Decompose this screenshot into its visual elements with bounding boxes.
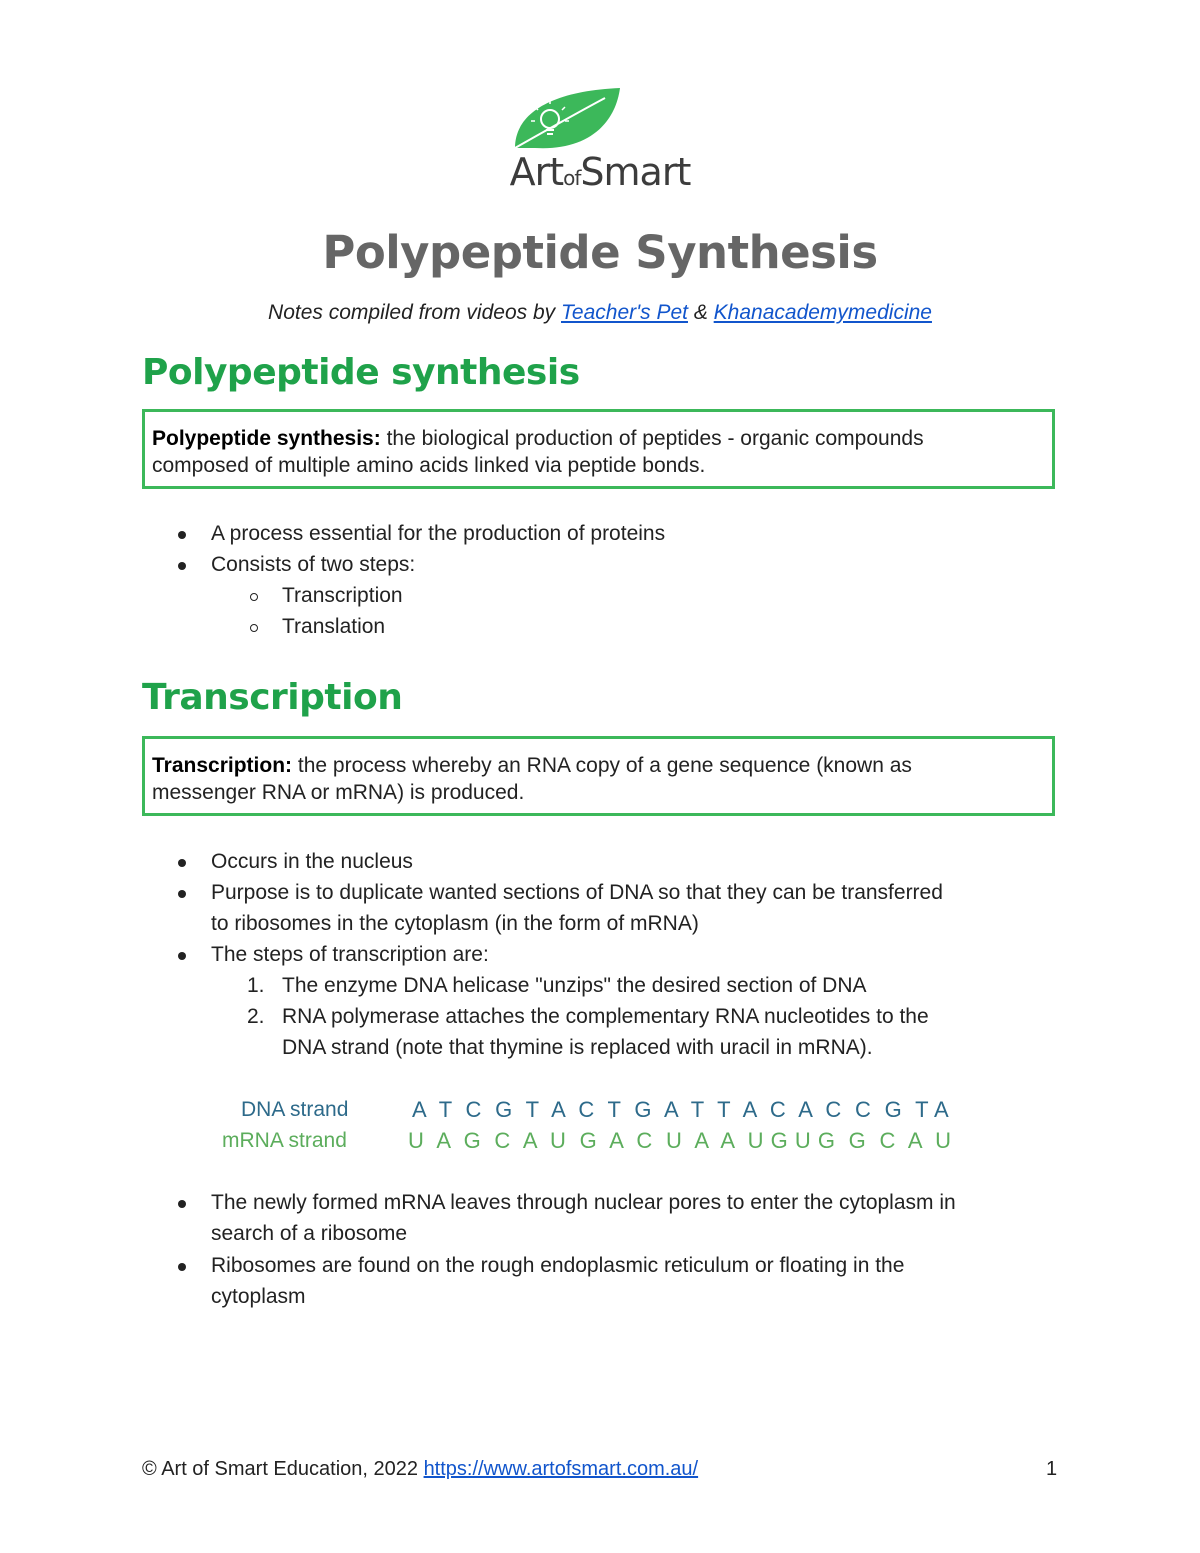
- teachers-pet-link[interactable]: Teacher's Pet: [561, 301, 688, 324]
- list-item-continuation: cytoplasm: [211, 1285, 306, 1308]
- definition-box-transcription: [142, 736, 1055, 816]
- bullet-icon: [178, 531, 186, 539]
- logo-wordmark: ArtofSmart: [509, 150, 691, 194]
- list-item: Purpose is to duplicate wanted sections of DNA so that they can be transferred: [211, 881, 943, 904]
- definition-text: composed of multiple amino acids linked via peptide bonds.: [152, 454, 706, 477]
- list-item: Translation: [282, 615, 386, 638]
- subtitle-prefix: Notes compiled from videos by: [268, 301, 561, 324]
- mrna-strand-label: mRNA strand: [222, 1129, 347, 1152]
- definition-text: the biological production of peptides - organic compounds: [380, 427, 924, 450]
- list-item: Ribosomes are found on the rough endoplasmic reticulum or floating in the: [211, 1254, 905, 1277]
- subtitle: [0, 301, 1200, 325]
- section-heading-transcription: Transcription: [142, 677, 403, 718]
- definition-text: messenger RNA or mRNA) is produced.: [152, 781, 525, 804]
- list-item: Consists of two steps:: [211, 553, 416, 576]
- step-number: 1.: [247, 974, 265, 997]
- bullet-icon: [178, 1263, 186, 1271]
- list-item: A process essential for the production of proteins: [211, 522, 666, 545]
- logo: [505, 86, 695, 196]
- mrna-strand-sequence: U A G C A U G A C U A A U G U G G C A U: [408, 1128, 952, 1153]
- list-item: Transcription: [282, 584, 403, 607]
- khanacademy-link[interactable]: Khanacademymedicine: [713, 301, 932, 324]
- bullet-icon: [178, 562, 186, 570]
- step-text: RNA polymerase attaches the complementary RNA nucleotides to the: [282, 1005, 929, 1028]
- footer: [142, 1458, 698, 1481]
- step-number: 2.: [247, 1005, 265, 1028]
- definition-term: Transcription:: [152, 754, 293, 777]
- list-item: The steps of transcription are:: [211, 943, 489, 966]
- bullet-icon: [178, 1200, 186, 1208]
- definition-text: the process whereby an RNA copy of a gene sequence (known as: [292, 754, 912, 777]
- list-item: The newly formed mRNA leaves through nuclear pores to enter the cytoplasm in: [211, 1191, 956, 1214]
- step-text: The enzyme DNA helicase "unzips" the desired section of DNA: [282, 974, 867, 997]
- bullet-icon: [178, 952, 186, 960]
- footer-link[interactable]: https://www.artofsmart.com.au/: [423, 1458, 699, 1480]
- definition-term: Polypeptide synthesis:: [152, 427, 381, 450]
- leaf-bulb-icon: [505, 86, 695, 156]
- dna-strand-label: DNA strand: [241, 1098, 349, 1121]
- list-item-continuation: to ribosomes in the cytoplasm (in the form of mRNA): [211, 912, 699, 935]
- page-number: 1: [1046, 1458, 1058, 1480]
- subtitle-amp: &: [687, 301, 714, 324]
- list-item-continuation: search of a ribosome: [211, 1222, 408, 1245]
- page-title: Polypeptide Synthesis: [322, 226, 878, 279]
- section-heading-polypeptide: Polypeptide synthesis: [142, 352, 580, 393]
- bullet-icon: [178, 890, 186, 898]
- dna-strand-sequence: A T C G T A C T G A T T A C A C C G T A: [412, 1097, 950, 1122]
- footer-copyright: © Art of Smart Education, 2022: [142, 1458, 424, 1480]
- sub-bullet-icon: [250, 593, 258, 601]
- definition-box-polypeptide: [142, 409, 1055, 489]
- bullet-icon: [178, 859, 186, 867]
- sub-bullet-icon: [250, 624, 258, 632]
- step-text-continuation: DNA strand (note that thymine is replaced with uracil in mRNA).: [282, 1036, 873, 1059]
- list-item: Occurs in the nucleus: [211, 850, 413, 873]
